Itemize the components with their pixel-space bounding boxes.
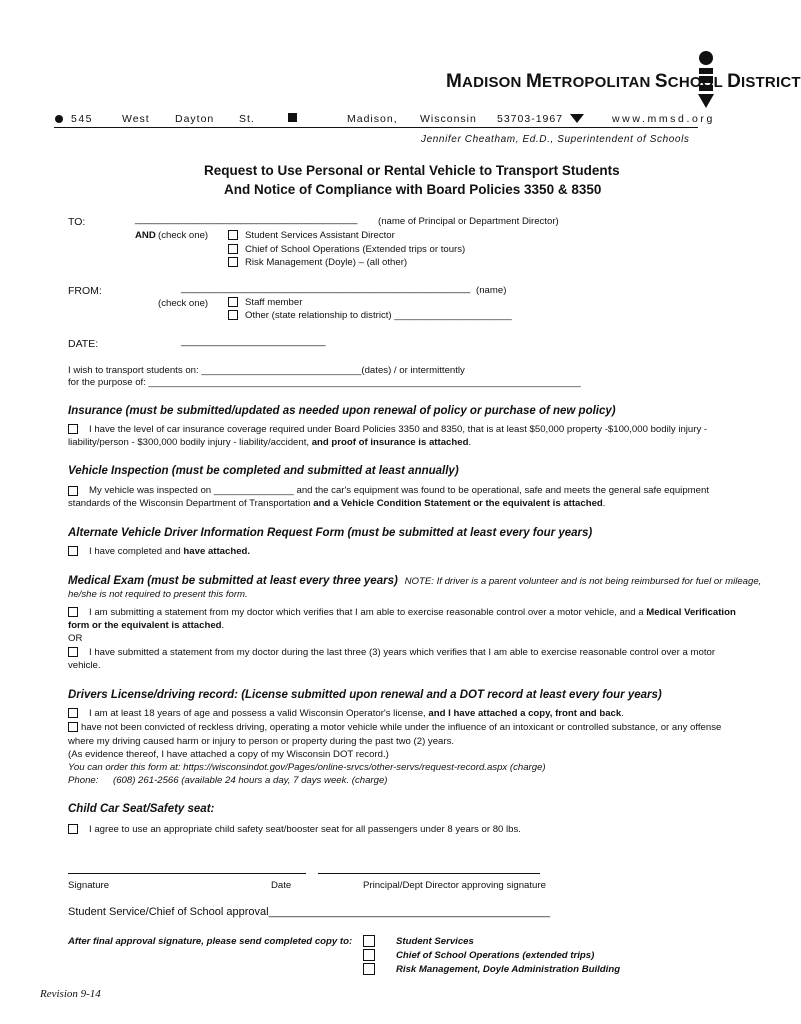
license-phone-label: Phone:: [68, 775, 99, 786]
to-option-label: Student Services Assistant Director: [245, 230, 395, 241]
vehicle-heading: Vehicle Inspection (must be completed and submitted at least annually): [68, 465, 459, 477]
approval-line: Student Service/Chief of School approval______________________________________________: [68, 906, 550, 918]
approval-field[interactable]: ______________________________________________: [268, 906, 550, 918]
childseat-heading: Child Car Seat/Safety seat:: [68, 803, 215, 815]
to-option-checkbox[interactable]: [228, 244, 238, 254]
form-title-line-1: Request to Use Personal or Rental Vehicle to Transport Students: [204, 163, 620, 178]
from-option-checkbox[interactable]: [228, 310, 238, 320]
insurance-heading: Insurance (must be submitted/updated as needed upon renewal of policy or purchase of new policy): [68, 405, 616, 417]
license-option-checkbox[interactable]: [68, 722, 78, 732]
alternate-heading: Alternate Vehicle Driver Information Request Form (must be submitted at least every four years): [68, 527, 593, 539]
medical-option-1-text: I am submitting a statement from my doctor which verifies that I am able to exercise reasonable control over a motor vehicle, and a Medical Verification: [89, 607, 736, 618]
medical-option-2-text: I have submitted a statement from my doctor during the last three (3) years which verifies that I am able to exercise reasonable control over a motor: [89, 647, 716, 658]
license-phone: (608) 261-2566 (available 24 hours a day, 7 days week. (charge): [113, 775, 388, 786]
to-check-one: (check one): [158, 230, 209, 241]
childseat-text: I agree to use an appropriate child safety seat/booster seat for all passengers under 8 years or 80 lbs.: [89, 824, 521, 835]
alternate-checkbox[interactable]: [68, 546, 78, 556]
final-instruction: After final approval signature, please send completed copy to:: [68, 936, 353, 947]
to-option-checkbox[interactable]: [228, 257, 238, 267]
transport-dates-line: I wish to transport students on: ______________________________(dates) / or intermittently: [68, 365, 465, 376]
principal-signature-label: Principal/Dept Director approving signature: [363, 880, 546, 891]
final-routing-label: Risk Management, Doyle Administration Building: [396, 964, 621, 975]
final-routing-checkbox[interactable]: [363, 935, 375, 947]
medical-note-2: he/she is not required to present this form.: [68, 589, 248, 600]
square-icon: [288, 113, 297, 122]
bullet-icon: [55, 115, 63, 123]
address-street-1: West: [122, 113, 150, 125]
insurance-text-2: liability/person - $300,000 bodily injury - liability/accident, and proof of insurance is attached.: [68, 437, 472, 448]
medical-option-checkbox[interactable]: [68, 647, 78, 657]
to-option-checkbox[interactable]: [228, 230, 238, 240]
final-routing-checkbox[interactable]: [363, 963, 375, 975]
signature-line[interactable]: [68, 873, 306, 874]
final-routing-label: Chief of School Operations (extended trips): [396, 950, 595, 961]
license-option-2-text: have not been convicted of reckless driving, operating a motor vehicle while under the influence of an intoxicant or controlled substance, or any offense: [81, 722, 722, 733]
address-street-3: St.: [239, 113, 255, 125]
header-rule: [54, 127, 698, 128]
principal-signature-line[interactable]: [318, 873, 540, 874]
to-option-label: Risk Management (Doyle) – (all other): [245, 257, 408, 268]
signature-label: Signature: [68, 880, 110, 891]
to-name-note: (name of Principal or Department Director): [378, 216, 559, 227]
license-option-checkbox[interactable]: [68, 708, 78, 718]
date-label: DATE:: [68, 338, 99, 350]
district-name: MADISON METROPOLITAN SCHOOL DISTRICT: [446, 71, 801, 92]
from-option-label: Staff member: [245, 297, 303, 308]
license-option-2-text-2: where my driving caused harm or injury to person or property during the past two (2) years.: [68, 736, 455, 747]
to-name-field[interactable]: ________________________________________: [135, 214, 358, 225]
final-routing-label: Student Services: [396, 936, 474, 947]
address-website: www.mmsd.org: [612, 113, 715, 125]
medical-option-checkbox[interactable]: [68, 607, 78, 617]
childseat-checkbox[interactable]: [68, 824, 78, 834]
and-label: AND: [135, 230, 156, 241]
from-check-one: (check one): [158, 298, 209, 309]
to-option-label: Chief of School Operations (Extended trips or tours): [245, 244, 466, 255]
vehicle-text-1: My vehicle was inspected on _______________ and the car's equipment was found to be operational, safe and meets the general safe equipment: [89, 485, 709, 496]
revision-label: Revision 9-14: [40, 988, 101, 1000]
form-title-line-2: And Notice of Compliance with Board Policies 3350 & 8350: [224, 182, 602, 197]
vehicle-text-2: standards of the Wisconsin Department of Transportation and a Vehicle Condition Statement or the equivalent is attached.: [68, 498, 606, 509]
from-option-label: Other (state relationship to district) ______________________: [245, 310, 512, 321]
final-routing-checkbox[interactable]: [363, 949, 375, 961]
from-name-field[interactable]: ____________________________________________________: [181, 283, 471, 294]
address-number: 545: [71, 113, 94, 125]
triangle-down-icon: [570, 114, 584, 123]
medical-option-1-text-2: form or the equivalent is attached.: [68, 620, 225, 631]
from-label: FROM:: [68, 285, 102, 297]
medical-heading-line: Medical Exam (must be submitted at least every three years) NOTE: If driver is a parent volunteer and is not being reimbursed for fuel or mileage,: [68, 575, 762, 587]
license-option-1-text: I am at least 18 years of age and possess a valid Wisconsin Operator's license, and I have attached a copy, front and back.: [89, 708, 624, 719]
signature-date-label: Date: [271, 880, 292, 891]
address-street-2: Dayton: [175, 113, 215, 125]
to-label: TO:: [68, 216, 86, 228]
transport-dates-field[interactable]: ______________________________: [201, 365, 362, 376]
license-evidence: (As evidence thereof, I have attached a copy of my Wisconsin DOT record.): [68, 749, 389, 760]
medical-option-2-text-2: vehicle.: [68, 660, 101, 671]
license-heading: Drivers License/driving record: (License submitted upon renewal and a DOT record at least every four years): [68, 689, 662, 701]
license-order-link[interactable]: You can order this form at: https://wisconsindot.gov/Pages/online-srvcs/other-servs/request-record.aspx (charge): [68, 762, 546, 773]
vehicle-checkbox[interactable]: [68, 486, 78, 496]
from-option-checkbox[interactable]: [228, 297, 238, 307]
address-zip: 53703-1967: [497, 113, 564, 125]
superintendent-line: Jennifer Cheatham, Ed.D., Superintendent of Schools: [421, 134, 690, 145]
from-name-note: (name): [476, 285, 507, 296]
alternate-text: I have completed and have attached.: [89, 546, 251, 557]
address-city: Madison,: [347, 113, 398, 125]
address-state: Wisconsin: [420, 113, 477, 125]
date-field[interactable]: __________________________: [181, 336, 326, 347]
insurance-text-1: I have the level of car insurance coverage required under Board Policies 3350 and 8350, that is at least $50,000 property -$100,000 bodily injury -: [89, 424, 708, 435]
transport-purpose-line[interactable]: for the purpose of: _________________________________________________________________________________: [68, 377, 581, 388]
or-label: OR: [68, 633, 83, 644]
insurance-checkbox[interactable]: [68, 424, 78, 434]
